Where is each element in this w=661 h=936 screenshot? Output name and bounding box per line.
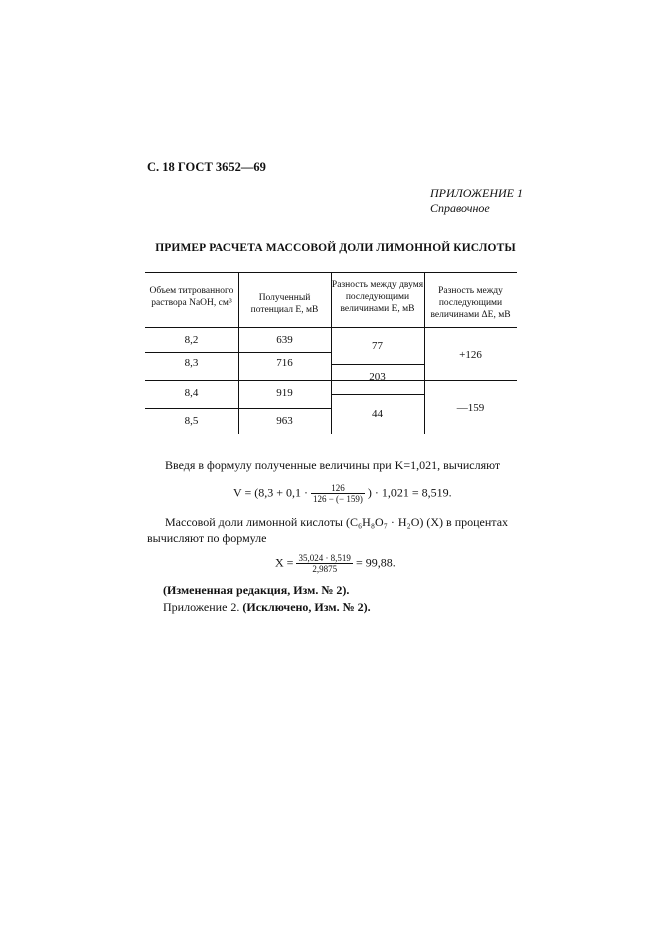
appendix-type: Справочное	[430, 201, 490, 215]
excluded-note-status: (Исключено, Изм. № 2).	[242, 600, 371, 614]
formula-v-fraction	[311, 483, 365, 504]
mass-fraction-line-1: Массовой доли лимонной кислоты (C₆H₈O₇ · H₂O) (X) в процентах	[165, 515, 509, 529]
volume-cell: 8,2	[184, 334, 199, 346]
page-header: С. 18 ГОСТ 3652—69	[147, 160, 266, 174]
excluded-note-prefix: Приложение 2.	[163, 600, 240, 614]
formula-x-numerator: 35,024 · 8,519	[298, 553, 351, 563]
formula-x-left: X =	[275, 555, 294, 570]
potential-cell: 919	[276, 387, 293, 399]
potential-cell: 716	[276, 357, 293, 369]
header-delta: Разность между последующими величинами ΔE, мВ	[430, 286, 511, 320]
formula-x	[275, 553, 396, 574]
formula-v-numerator: 126	[331, 483, 345, 493]
formula-v	[233, 483, 452, 504]
mass-fraction-line-2: вычисляют по формуле	[147, 531, 267, 545]
volume-cell: 8,3	[184, 357, 199, 369]
row-divider	[331, 364, 424, 365]
header-potential: Полученный потенциал E, мВ	[250, 293, 319, 315]
appendix-label: ПРИЛОЖЕНИЕ 1	[430, 186, 523, 200]
formula-x-denominator: 2,9875	[296, 563, 353, 574]
header-volume: Объем титрованного раствора NaOH, см³	[149, 286, 234, 308]
appendix-block	[430, 186, 523, 216]
volume-cell: 8,5	[184, 415, 199, 427]
difference-cell: 77	[372, 340, 383, 352]
document-title: ПРИМЕР РАСЧЕТА МАССОВОЙ ДОЛИ ЛИМОННОЙ КИСЛОТЫ	[155, 242, 516, 254]
delta-cell: —159	[456, 402, 485, 414]
formula-x-right: = 99,88.	[355, 555, 396, 570]
row-divider	[331, 394, 424, 395]
intro-paragraph: Введя в формулу полученные величины при K=1,021, вычисляют	[165, 458, 501, 472]
titration-table	[145, 272, 517, 434]
potential-cell: 639	[276, 334, 293, 346]
formula-v-right: ) · 1,021 = 8,519.	[367, 485, 452, 500]
header-difference: Разность между двумя последующими величинами E, мВ	[331, 280, 424, 314]
formula-v-denominator: 126 − (− 159)	[312, 494, 363, 504]
volume-cell: 8,4	[184, 387, 199, 399]
formula-x-fraction	[296, 553, 353, 574]
delta-cell: +126	[459, 349, 482, 361]
formula-v-left: V = (8,3 + 0,1 ·	[233, 485, 308, 500]
amendment-note: (Измененная редакция, Изм. № 2).	[163, 583, 350, 597]
difference-cell: 44	[372, 408, 383, 420]
potential-cell: 963	[276, 415, 293, 427]
excluded-note	[163, 600, 371, 615]
difference-cell: 203	[369, 371, 386, 383]
